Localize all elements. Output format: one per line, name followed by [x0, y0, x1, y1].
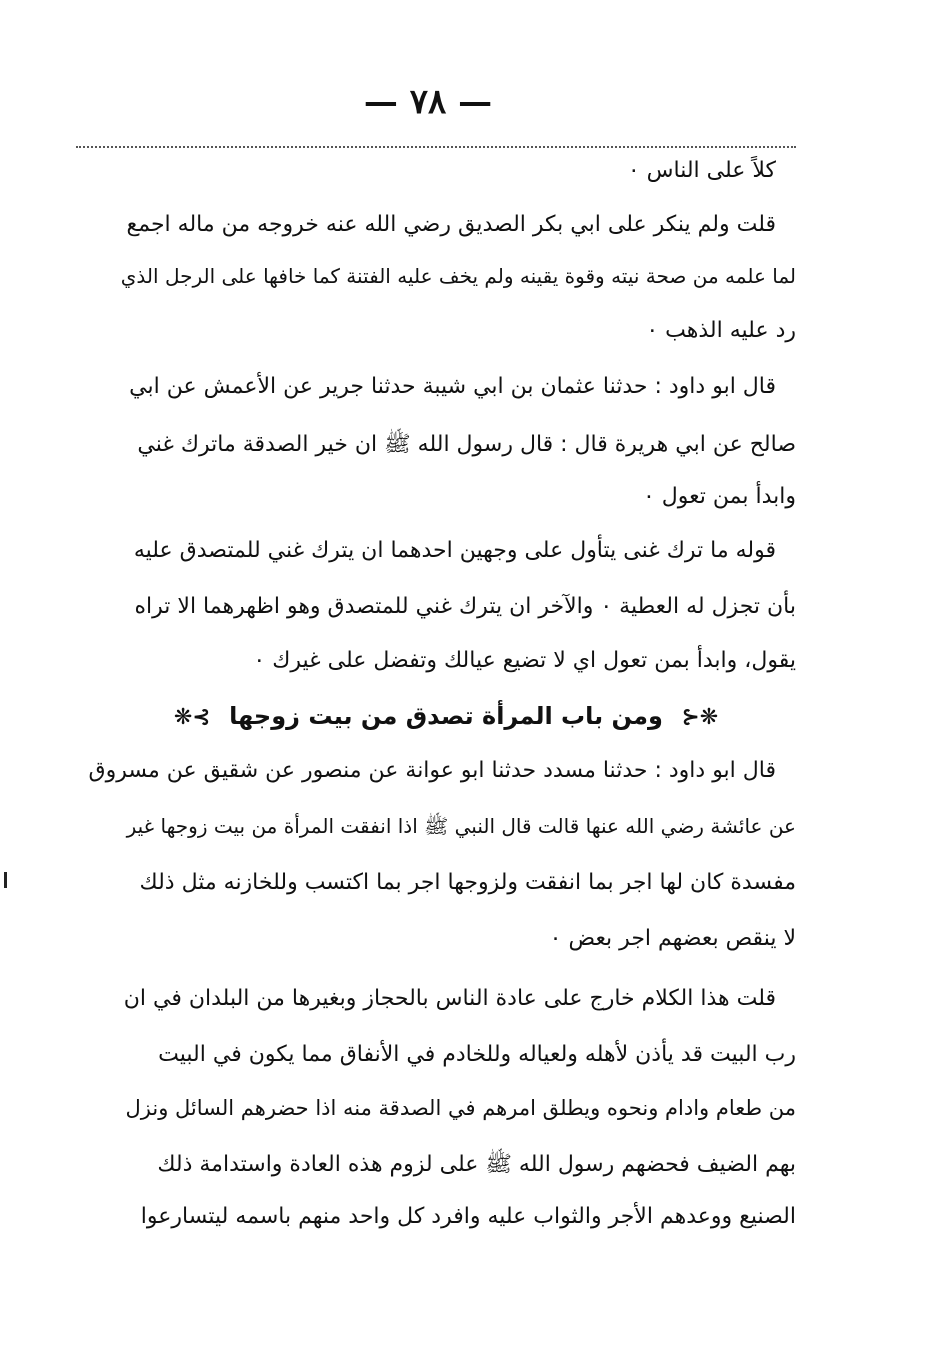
- text-line: كلاً على الناس ٠: [627, 158, 776, 183]
- text-line: رب البيت قد يأذن لأهله ولعياله وللخادم في الأنفاق مما يكون في البيت: [158, 1042, 796, 1067]
- text-line: لا ينقص بعضهم اجر بعض ٠: [549, 926, 796, 951]
- text-line: بهم الضيف فحضهم رسول الله ﷺ على لزوم هذه العادة واستدامة ذلك: [157, 1152, 796, 1177]
- text-line: قوله ما ترك غنى يتأول على وجهين احدهما ان يترك غني للمتصدق عليه: [133, 538, 776, 563]
- header-divider: [76, 146, 796, 148]
- section-heading: [96, 702, 796, 730]
- ornament-left: ⊱❋: [173, 704, 211, 730]
- text-line: قال ابو داود : حدثنا عثمان بن ابي شيبة حدثنا جرير عن الأعمش عن ابي: [129, 374, 776, 399]
- scan-edge-mark: [4, 872, 7, 888]
- text-line: يقول، وابدأ بمن تعول اي لا تضيع عيالك وتفضل على غيرك ٠: [253, 648, 796, 673]
- page-number: — ٧٨ —: [363, 82, 493, 122]
- text-line: قلت ولم ينكر على ابي بكر الصديق رضي الله عنه خروجه من ماله اجمع: [126, 212, 776, 237]
- text-line: من طعام وادام ونحوه ويطلق امرهم في الصدقة منه اذا حضرهم السائل ونزل: [125, 1096, 796, 1120]
- text-line: بأن تجزل له العطية ٠ والآخر ان يترك غني للمتصدق وهو اظهرهما الا تراه: [134, 594, 796, 619]
- text-line: الصنيع ووعدهم الأجر والثواب عليه وافرد كل واحد منهم باسمه ليتسارعوا: [140, 1204, 796, 1229]
- text-line: مفسدة كان لها اجر بما انفقت ولزوجها اجر بما اكتسب وللخازنه مثل ذلك: [139, 870, 796, 895]
- text-line: قال ابو داود : حدثنا مسدد حدثنا ابو عوانة عن منصور عن شقيق عن مسروق: [88, 758, 776, 783]
- text-line: لما علمه من صحة نيته وقوة يقينه ولم يخف عليه الفتنة كما خافها على الرجل الذي: [120, 264, 796, 288]
- section-heading-text: ومن باب المرأة تصدق من بيت زوجها: [229, 702, 663, 730]
- text-line: صالح عن ابي هريرة قال : قال رسول الله ﷺ ان خير الصدقة ماترك غني: [137, 432, 796, 457]
- text-line: وابدأ بمن تعول ٠: [642, 484, 796, 509]
- ornament-right: ❋⊰: [681, 704, 719, 730]
- text-line: رد عليه الذهب ٠: [646, 318, 796, 343]
- text-line: قلت هذا الكلام خارج على عادة الناس بالحجاز وبغيرها من البلدان في ان: [123, 986, 776, 1011]
- text-line: عن عائشة رضي الله عنها قالت قال النبي ﷺ اذا انفقت المرأة من بيت زوجها غير: [126, 814, 796, 838]
